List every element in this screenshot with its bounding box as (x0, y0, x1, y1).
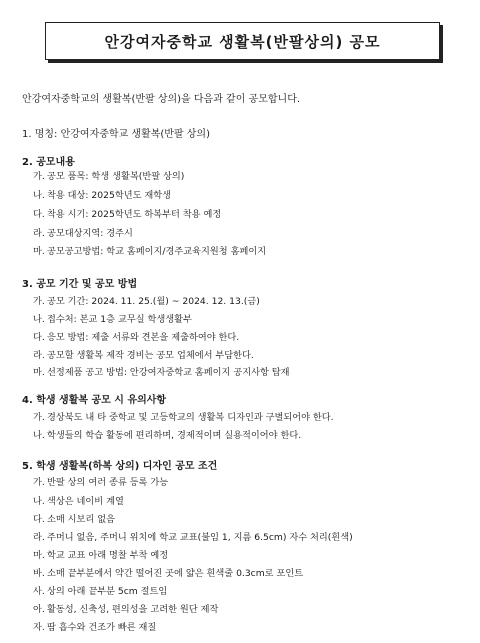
item-marker: 나. (33, 496, 45, 507)
item-text: 활동성, 신축성, 편의성을 고려한 원단 제작 (47, 604, 219, 615)
item-text: 응모 방법: 제출 서류와 견본을 제출하여야 한다. (47, 332, 240, 343)
item-text: 반팔 상의 여러 종류 등록 가능 (47, 477, 169, 488)
item-marker: 라. (33, 228, 45, 239)
section-heading: 3. 공모 기간 및 공모 방법 (22, 279, 138, 290)
item-marker: 아. (33, 604, 45, 615)
item-text: 학교 교표 아래 명찰 부착 예정 (47, 550, 169, 561)
list-item (33, 427, 301, 441)
list-item (33, 329, 239, 343)
item-marker: 가. (33, 171, 45, 182)
item-text: 경상북도 내 타 중학교 및 고등학교의 생활복 디자인과 구별되어야 한다. (47, 412, 334, 423)
list-item (33, 409, 334, 423)
document-title: 안강여자중학교 생활복(반팔상의) 공모 (104, 32, 381, 51)
item-marker: 마. (33, 550, 45, 561)
item-marker: 나. (33, 430, 45, 441)
item-text: 소매 끝부분에서 약간 떨어진 곳에 얇은 흰색줄 0.3cm로 포인트 (47, 568, 304, 579)
item-text: 착용 대상: 2025학년도 재학생 (47, 190, 171, 201)
item-text: 착용 시기: 2025학년도 하복부터 착용 예정 (47, 209, 222, 220)
item-text: 소매 시보리 없음 (47, 514, 115, 525)
item-text: 학생들의 학습 활동에 편리하며, 경제적이며 실용적이어야 한다. (47, 430, 302, 441)
list-item (33, 511, 115, 525)
item-marker: 라. (33, 532, 45, 543)
item-marker: 자. (33, 622, 45, 633)
item-text: 상의 아래 끝부분 5cm 절트임 (47, 586, 168, 597)
list-item (33, 168, 184, 182)
list-item (33, 565, 303, 579)
item-marker: 가. (33, 477, 45, 488)
item-marker: 마. (33, 246, 45, 257)
item-marker: 다. (33, 332, 45, 343)
list-item (33, 347, 254, 361)
item-text: 공모공고방법: 학교 홈페이지/경주교육지원청 홈페이지 (47, 246, 267, 257)
item-marker: 나. (33, 190, 45, 201)
item-marker: 가. (33, 412, 45, 423)
item-marker: 다. (33, 514, 45, 525)
intro-text: 안강여자중학교의 생활복(반팔 상의)을 다음과 같이 공모합니다. (22, 94, 301, 105)
list-item (33, 311, 192, 325)
list-item (33, 583, 167, 597)
item-text: 공모할 생활복 제작 경비는 공모 업체에서 부담한다. (47, 350, 254, 361)
item-text: 공모 품목: 학생 생활복(반팔 상의) (47, 171, 185, 182)
list-item (33, 474, 168, 488)
item-text: 색상은 네이비 계열 (47, 496, 124, 507)
list-item (33, 364, 290, 378)
item-marker: 마. (33, 367, 45, 378)
section-heading: 4. 학생 생활복 공모 시 유의사항 (22, 395, 167, 406)
section-heading: 5. 학생 생활복(하복 상의) 디자인 공모 조건 (22, 461, 218, 472)
item-text: 공모대상지역: 경주시 (47, 228, 133, 239)
item-marker: 바. (33, 568, 45, 579)
list-item (33, 529, 353, 543)
list-item (33, 243, 266, 257)
item-text: 접수처: 본교 1층 교무실 학생생활부 (47, 314, 192, 325)
item-marker: 나. (33, 314, 45, 325)
list-item (33, 601, 218, 615)
list-item (33, 187, 171, 201)
item-marker: 가. (33, 296, 45, 307)
section-heading: 1. 명칭: 안강여자중학교 생활복(반팔 상의) (22, 129, 210, 140)
section-heading: 2. 공모내용 (22, 157, 75, 168)
item-text: 선정제품 공고 방법: 안강여자중학교 홈페이지 공지사항 탑재 (47, 367, 290, 378)
list-item (33, 493, 124, 507)
item-text: 땀 흡수와 건조가 빠른 재질 (47, 622, 157, 633)
item-text: 주머니 없음, 주머니 위치에 학교 교표(불임 1, 지름 6.5cm) 자수 처리(흰색) (47, 532, 353, 543)
item-marker: 라. (33, 350, 45, 361)
list-item (33, 206, 221, 220)
list-item (33, 619, 156, 633)
item-text: 공모 기간: 2024. 11. 25.(월) ~ 2024. 12. 13.(금) (47, 296, 260, 307)
title-box (45, 22, 440, 60)
item-marker: 사. (33, 586, 45, 597)
list-item (33, 225, 133, 239)
item-marker: 다. (33, 209, 45, 220)
list-item (33, 547, 168, 561)
list-item (33, 293, 260, 307)
